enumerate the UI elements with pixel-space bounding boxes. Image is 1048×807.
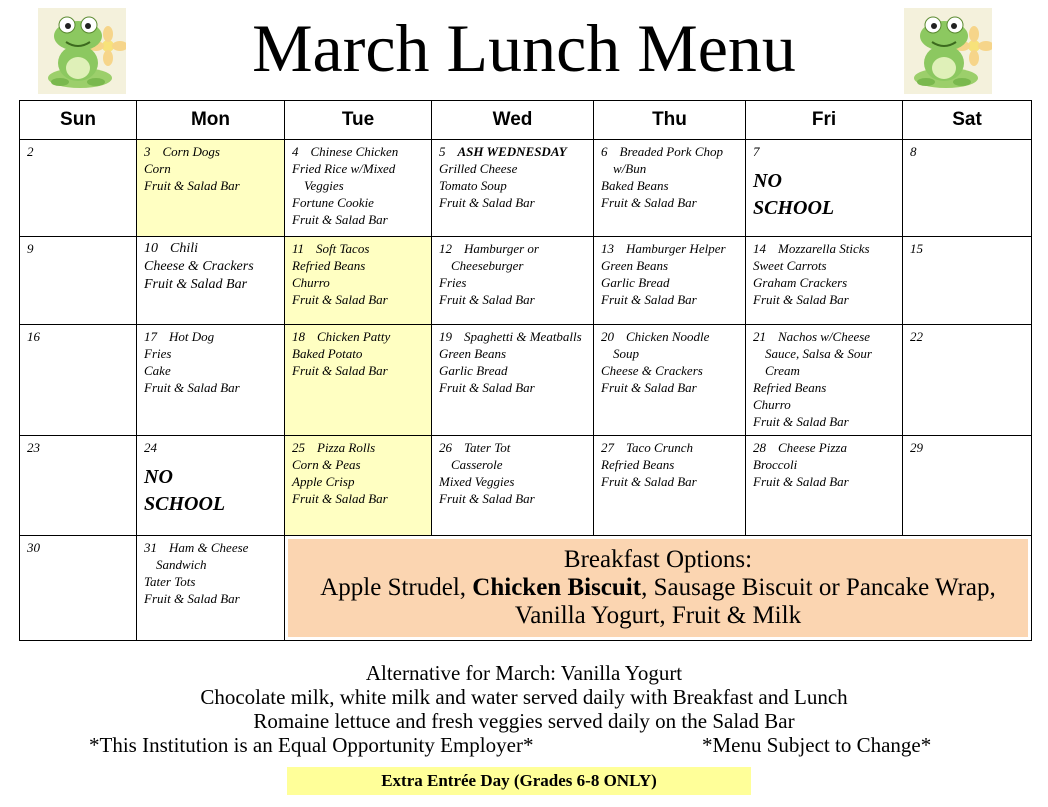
day-cell <box>432 237 594 325</box>
day-number: 29 <box>910 440 923 455</box>
menu-item: Fruit & Salad Bar <box>292 292 388 307</box>
day-cell <box>594 140 746 237</box>
menu-item: Veggies <box>304 178 344 193</box>
milk-note: Chocolate milk, white milk and water served daily with Breakfast and Lunch <box>200 685 848 709</box>
menu-item: Fruit & Salad Bar <box>292 212 388 227</box>
day-cell <box>432 436 594 536</box>
day-cell <box>137 140 285 237</box>
frog-icon <box>904 8 992 94</box>
day-first-line <box>27 539 129 556</box>
day-cell <box>285 325 432 436</box>
day-first-line <box>27 328 129 345</box>
menu-item: Fried Rice w/Mixed <box>292 161 396 176</box>
day-cell <box>903 436 1032 536</box>
day-number: 14 <box>753 241 766 256</box>
menu-item: Hamburger or <box>464 241 539 256</box>
menu-item: Refried Beans <box>292 258 366 273</box>
calendar-table <box>19 100 1032 641</box>
menu-item: Breaded Pork Chop <box>619 144 723 159</box>
day-number: 23 <box>27 440 40 455</box>
menu-item: Fruit & Salad Bar <box>753 474 849 489</box>
menu-item: Taco Crunch <box>626 440 694 455</box>
menu-item: Fruit & Salad Bar <box>601 292 697 307</box>
weekday-header: Wed <box>432 101 594 140</box>
day-cell <box>285 436 432 536</box>
day-first-line <box>753 143 895 160</box>
menu-item: Mozzarella Sticks <box>778 241 870 256</box>
day-number: 21 <box>753 329 766 344</box>
day-number: 12 <box>439 241 452 256</box>
day-first-line <box>292 328 424 345</box>
day-number: 11 <box>292 241 305 256</box>
menu-item: Fruit & Salad Bar <box>601 380 697 395</box>
weekday-header: Tue <box>285 101 432 140</box>
no-school-label: SCHOOL <box>753 197 835 219</box>
menu-item: Fruit & Salad Bar <box>601 474 697 489</box>
breakfast-options-box <box>288 539 1028 637</box>
day-cell <box>285 237 432 325</box>
menu-item: Broccoli <box>753 457 798 472</box>
day-first-line <box>144 539 277 556</box>
day-first-line <box>753 240 895 257</box>
menu-item: Fruit & Salad Bar <box>144 277 248 292</box>
menu-item: Corn & Peas <box>292 457 361 472</box>
day-cell <box>594 325 746 436</box>
menu-item: Spaghetti & Meatballs <box>464 329 582 344</box>
menu-change-note: *Menu Subject to Change* <box>702 733 932 757</box>
menu-item: Churro <box>292 275 330 290</box>
day-first-line <box>27 143 129 160</box>
day-cell <box>594 436 746 536</box>
day-cell <box>432 325 594 436</box>
menu-item: Green Beans <box>439 346 507 361</box>
menu-item: Fruit & Salad Bar <box>144 178 240 193</box>
menu-item: Fruit & Salad Bar <box>144 591 240 606</box>
day-first-line <box>601 328 738 345</box>
menu-item: Fruit & Salad Bar <box>439 380 535 395</box>
day-number: 24 <box>144 440 157 455</box>
day-first-line <box>292 143 424 160</box>
day-first-line <box>753 328 895 345</box>
day-first-line <box>144 439 277 456</box>
day-number: 22 <box>910 329 923 344</box>
day-first-line <box>910 143 1024 160</box>
breakfast-item: Apple Strudel, <box>320 574 473 601</box>
menu-item: Baked Beans <box>601 178 669 193</box>
day-cell <box>903 237 1032 325</box>
breakfast-item: , Sausage Biscuit or Pancake Wrap, <box>641 574 996 601</box>
menu-item: Soft Tacos <box>316 241 370 256</box>
menu-item: Refried Beans <box>753 380 827 395</box>
day-number: 31 <box>144 540 157 555</box>
menu-item: Sandwich <box>156 557 207 572</box>
day-first-line <box>601 439 738 456</box>
frog-clipart-right <box>904 8 992 94</box>
day-first-line <box>753 439 895 456</box>
menu-item: Pizza Rolls <box>317 440 376 455</box>
day-cell <box>746 436 903 536</box>
day-cell <box>903 325 1032 436</box>
menu-item: Fruit & Salad Bar <box>439 491 535 506</box>
day-cell <box>746 325 903 436</box>
menu-item: Refried Beans <box>601 457 675 472</box>
day-cell <box>903 140 1032 237</box>
extra-entree-banner: Extra Entrée Day (Grades 6-8 ONLY) <box>287 767 751 795</box>
day-first-line <box>910 240 1024 257</box>
day-first-line <box>439 143 586 160</box>
menu-item: Fries <box>439 275 467 290</box>
menu-item: Garlic Bread <box>601 275 670 290</box>
day-cell <box>594 237 746 325</box>
menu-item: Churro <box>753 397 791 412</box>
day-number: 16 <box>27 329 40 344</box>
menu-item: Sweet Carrots <box>753 258 827 273</box>
weekday-header: Sun <box>20 101 137 140</box>
day-cell <box>20 140 137 237</box>
menu-item: Hot Dog <box>169 329 215 344</box>
no-school-label: SCHOOL <box>144 493 226 515</box>
day-number: 17 <box>144 329 157 344</box>
day-number: 30 <box>27 540 40 555</box>
page-title: March Lunch Menu <box>252 10 796 86</box>
breakfast-items-line <box>288 574 1028 602</box>
weekday-header: Fri <box>746 101 903 140</box>
breakfast-item-featured: Chicken Biscuit <box>472 574 642 601</box>
menu-item: Fruit & Salad Bar <box>601 195 697 210</box>
day-first-line <box>144 328 277 345</box>
day-number: 8 <box>910 144 917 159</box>
menu-item: Mixed Veggies <box>439 474 515 489</box>
day-number: 18 <box>292 329 305 344</box>
day-cell <box>20 436 137 536</box>
day-cell <box>137 237 285 325</box>
menu-item: Ham & Cheese <box>169 540 249 555</box>
no-school-label: NO <box>144 466 173 488</box>
menu-item: Cheeseburger <box>451 258 524 273</box>
week-row <box>20 140 1032 237</box>
menu-item: Tater Tot <box>464 440 511 455</box>
day-cell <box>746 140 903 237</box>
day-cell <box>20 536 137 641</box>
weekday-header: Sat <box>903 101 1032 140</box>
day-first-line <box>292 439 424 456</box>
day-first-line <box>27 240 129 257</box>
menu-item: Cheese & Crackers <box>601 363 703 378</box>
day-first-line <box>439 328 586 345</box>
alternative-note: Alternative for March: Vanilla Yogurt <box>365 661 683 685</box>
day-first-line <box>910 439 1024 456</box>
day-cell <box>137 536 285 641</box>
day-first-line <box>910 328 1024 345</box>
day-number: 13 <box>601 241 614 256</box>
week-row <box>20 237 1032 325</box>
menu-item: Apple Crisp <box>292 474 355 489</box>
weekday-header-row <box>20 101 1032 140</box>
menu-item: Chinese Chicken <box>310 144 399 159</box>
day-number: 20 <box>601 329 614 344</box>
day-first-line <box>601 143 738 160</box>
menu-item: Soup <box>613 346 639 361</box>
menu-item: Chicken Noodle <box>626 329 710 344</box>
disclaimer-row <box>0 733 1048 757</box>
day-first-line <box>439 439 586 456</box>
menu-item: Garlic Bread <box>439 363 508 378</box>
menu-item: ASH WEDNESDAY <box>457 144 567 159</box>
menu-item: Corn Dogs <box>162 144 220 159</box>
breakfast-cell <box>285 536 1032 641</box>
salad-note: Romaine lettuce and fresh veggies served daily on the Salad Bar <box>253 709 795 733</box>
week-row <box>20 436 1032 536</box>
menu-item: Fortune Cookie <box>292 195 374 210</box>
day-number: 7 <box>753 144 760 159</box>
day-cell <box>746 237 903 325</box>
day-number: 10 <box>144 241 158 256</box>
menu-item: Fruit & Salad Bar <box>292 363 388 378</box>
day-number: 3 <box>144 144 151 159</box>
menu-item: Baked Potato <box>292 346 363 361</box>
menu-item: Tater Tots <box>144 574 196 589</box>
day-first-line <box>144 143 277 160</box>
day-first-line <box>292 240 424 257</box>
day-number: 9 <box>27 241 34 256</box>
day-first-line <box>27 439 129 456</box>
menu-item: Cheese Pizza <box>778 440 847 455</box>
menu-item: Chili <box>170 241 199 256</box>
menu-item: Chicken Patty <box>317 329 391 344</box>
day-number: 27 <box>601 440 614 455</box>
day-first-line <box>601 240 738 257</box>
menu-item: Tomato Soup <box>439 178 507 193</box>
no-school-label: NO <box>753 170 782 192</box>
menu-item: Fruit & Salad Bar <box>753 292 849 307</box>
menu-item: w/Bun <box>613 161 647 176</box>
day-cell <box>20 325 137 436</box>
menu-item: Hamburger Helper <box>626 241 726 256</box>
day-cell <box>137 325 285 436</box>
day-number: 5 <box>439 144 446 159</box>
day-cell <box>137 436 285 536</box>
menu-item: Fries <box>144 346 172 361</box>
day-number: 19 <box>439 329 452 344</box>
menu-item: Grilled Cheese <box>439 161 518 176</box>
menu-item: Cheese & Crackers <box>144 259 254 274</box>
menu-item: Green Beans <box>601 258 669 273</box>
weekday-header: Thu <box>594 101 746 140</box>
menu-item: Fruit & Salad Bar <box>439 195 535 210</box>
day-cell <box>285 140 432 237</box>
menu-item: Fruit & Salad Bar <box>144 380 240 395</box>
day-cell <box>432 140 594 237</box>
menu-item: Fruit & Salad Bar <box>292 491 388 506</box>
menu-item: Sauce, Salsa & Sour <box>765 346 872 361</box>
week-row <box>20 325 1032 436</box>
day-number: 2 <box>27 144 34 159</box>
day-first-line <box>439 240 586 257</box>
day-number: 25 <box>292 440 305 455</box>
day-number: 6 <box>601 144 608 159</box>
breakfast-heading: Breakfast Options: <box>563 546 753 573</box>
menu-item: Fruit & Salad Bar <box>753 414 849 429</box>
menu-item: Casserole <box>451 457 503 472</box>
menu-item: Graham Crackers <box>753 275 848 290</box>
day-first-line <box>144 240 277 258</box>
equal-opportunity-note: *This Institution is an Equal Opportunity Employer* <box>89 733 534 757</box>
week-row <box>20 536 1032 641</box>
menu-item: Corn <box>144 161 171 176</box>
breakfast-items-line: Vanilla Yogurt, Fruit & Milk <box>514 602 802 629</box>
day-number: 28 <box>753 440 766 455</box>
day-cell <box>20 237 137 325</box>
weekday-header: Mon <box>137 101 285 140</box>
menu-item: Cake <box>144 363 171 378</box>
day-number: 26 <box>439 440 452 455</box>
day-number: 4 <box>292 144 299 159</box>
day-number: 15 <box>910 241 923 256</box>
menu-item: Nachos w/Cheese <box>778 329 871 344</box>
menu-item: Cream <box>765 363 800 378</box>
menu-item: Fruit & Salad Bar <box>439 292 535 307</box>
